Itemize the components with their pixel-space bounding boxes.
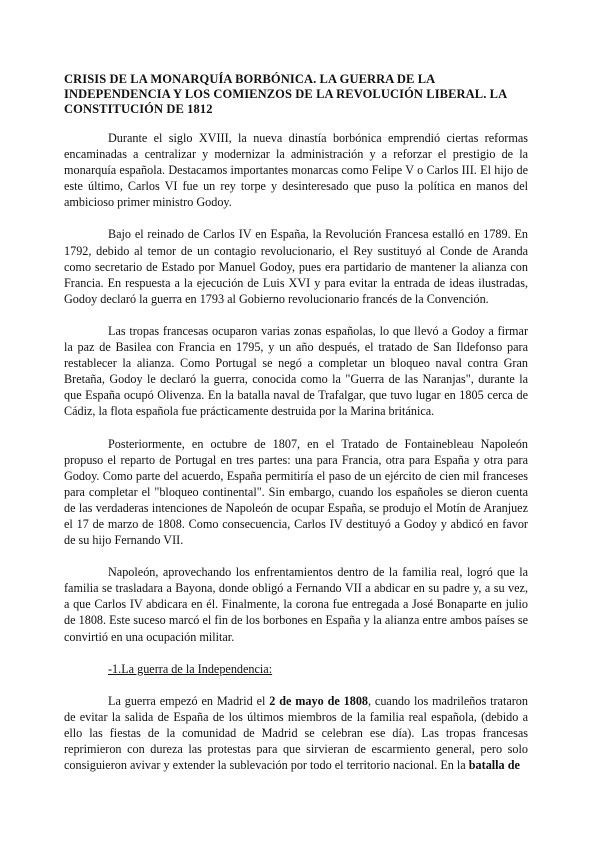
paragraph-4: Posteriormente, en octubre de 1807, en el Tratado de Fontainebleau Napoleón propuso el reparto de Portugal en tres partes: una para Francia, otra para España y otra para Godoy. Como parte del acuerdo, España permitiría el paso de un ejército de cien mil franceses para completar el "bloqueo continental". Sin embargo, cuando los españoles se dieron cuenta de las verdaderas intenciones de Napoleón de ocupar España, se produjo el Motín de Aranjuez el 17 de marzo de 1808. Como consecuencia, Carlos IV destituyó a Godoy y abdicó en favor de su hijo Fernando VII. <box>64 436 528 548</box>
document-title: CRISIS DE LA MONARQUÍA BORBÓNICA. LA GUERRA DE LA INDEPENDENCIA Y LOS COMIENZOS DE LA REVOLUCIÓN LIBERAL. LA CONSTITUCIÓN DE 1812 <box>64 72 507 116</box>
paragraph-6 <box>64 693 528 773</box>
paragraph-6-bold-battle: batalla de <box>468 758 520 772</box>
paragraph-6-text-1: La guerra empezó en Madrid el <box>108 693 270 708</box>
paragraph-2: Bajo el reinado de Carlos IV en España, la Revolución Francesa estalló en 1789. En 1792, debido al temor de un contagio revolucionario, el Rey sustituyó al Conde de Aranda como secretario de Estado por Manuel Godoy, pues era partidario de mantener la alianza con Francia. En respuesta a la ejecución de Luis XVI y para evitar la entrada de ideas ilustradas, Godoy declaró la guerra en 1793 al Gobierno revolucionario francés de la Convención. <box>64 227 528 306</box>
paragraph-1: Durante el siglo XVIII, la nueva dinastía borbónica emprendió ciertas reformas encaminadas a centralizar y modernizar la administración y a reforzar el prestigio de la monarquía española. Destacamos importantes monarcas como Felipe V o Carlos III. El hijo de este último, Carlos VI fue un rey torpe y desinteresado que puso la política en manos del ambicioso primer ministro Godoy. <box>64 131 528 210</box>
paragraph-5: Napoleón, aprovechando los enfrentamientos dentro de la familia real, logró que la familia se trasladara a Bayona, donde obligó a Fernando VII a abdicar en su padre y, a su vez, a que Carlos IV abdicara en él. Finalmente, la corona fue entregada a José Bonaparte en julio de 1808. Este suceso marcó el fin de los borbones en España y la alianza entre ambos países se convirtió en una ocupación militar. <box>64 565 528 644</box>
document-body <box>64 72 528 789</box>
paragraph-6-text-2: , cuando los madrileños trataron de evitar la salida de España de los últimos miembros de la familia real española, (debido a ello las fiestas de la comunidad de Madrid se celebran ese día). Las tropas francesas reprimieron con dureza las protestas para que sirvieran de escarmiento general, pero solo consiguieron avivar y extender la sublevación por todo el territorio nacional. En la <box>64 693 528 772</box>
section-heading: -1.La guerra de la Independencia: <box>108 661 273 676</box>
paragraph-3: Las tropas francesas ocuparon varias zonas españolas, lo que llevó a Godoy a firmar la paz de Basilea con Francia en 1795, y un año después, el tratado de San Ildefonso para restablecer la alianza. Como Portugal se negó a completar un bloqueo naval contra Gran Bretaña, Godoy le declaró la guerra, conocida como la "Guerra de las Naranjas", durante la que España ocupó Olivenza. En la batalla naval de Trafalgar, que tuvo lugar en 1805 cerca de Cádiz, la flota española fue prácticamente destruida por la Marina británica. <box>64 323 528 419</box>
paragraph-6-bold-date: 2 de mayo de 1808 <box>269 693 369 708</box>
